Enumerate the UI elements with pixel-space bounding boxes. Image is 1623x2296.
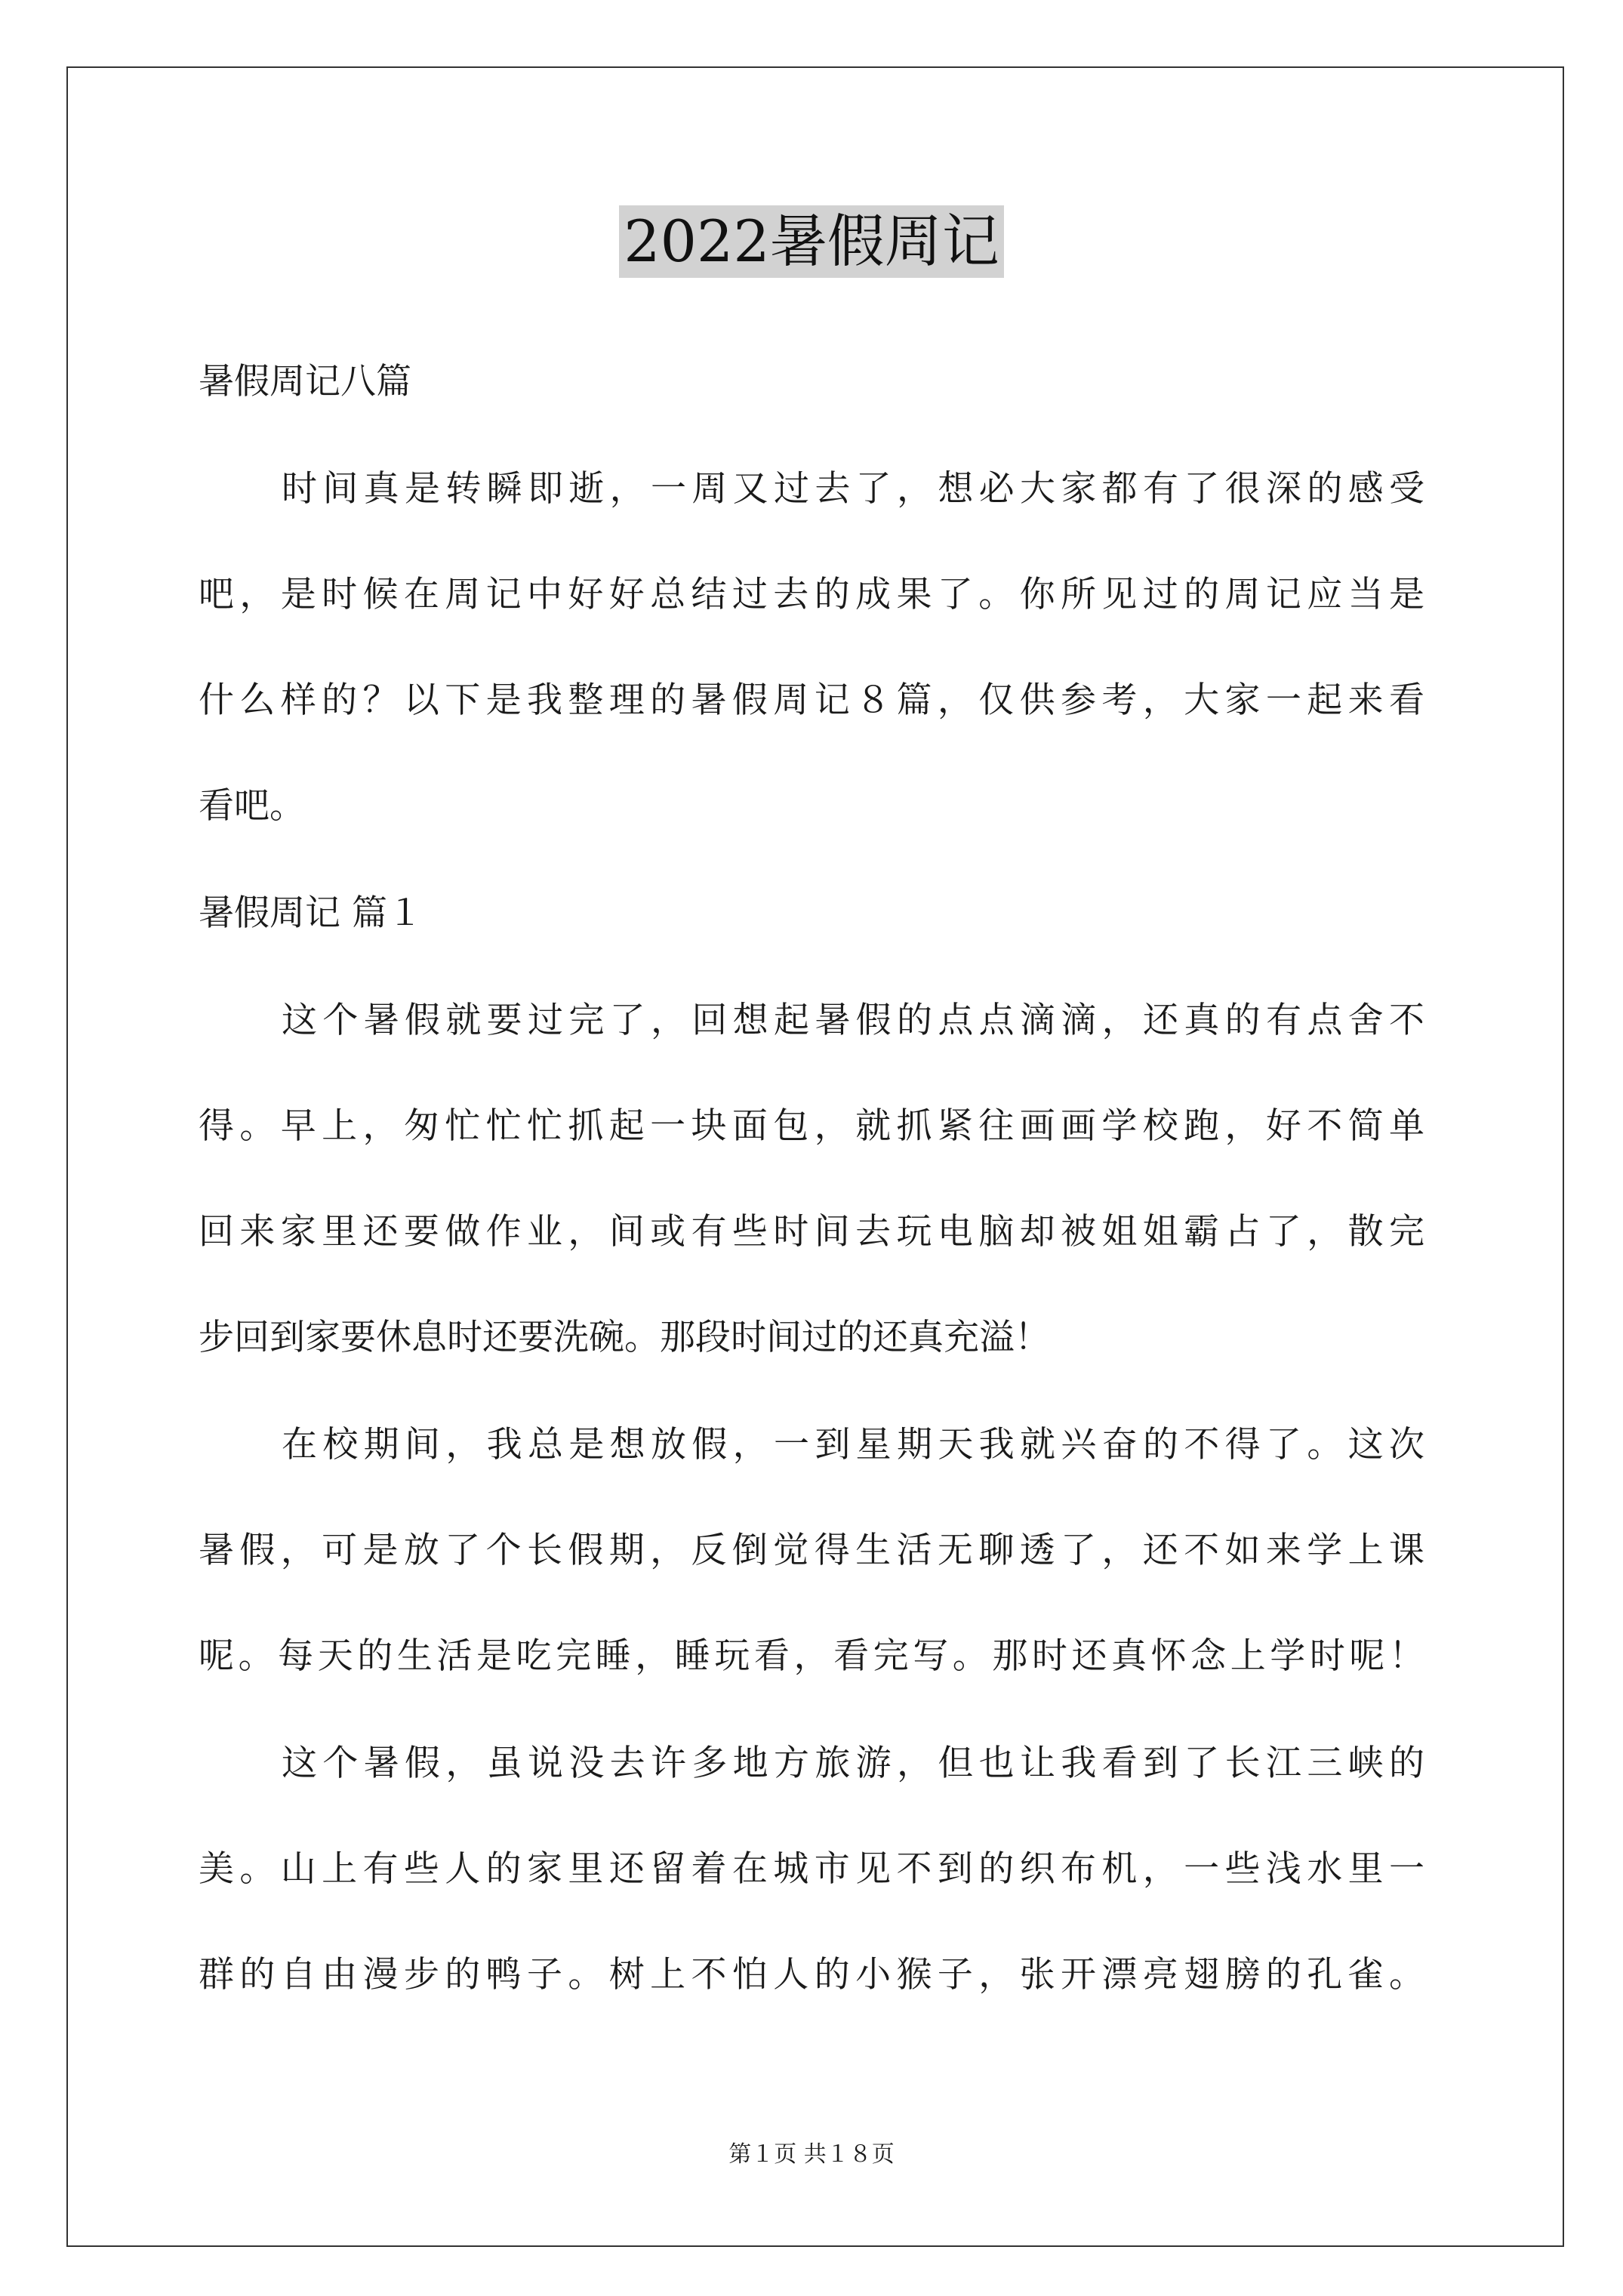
- paragraph-line: 在校期间，我总是想放假，一到星期天我就兴奋的不得了。这次: [282, 1424, 1424, 1465]
- paragraph-line: 回来家里还要做作业，间或有些时间去玩电脑却被姐姐霸占了，散完: [199, 1211, 1424, 1253]
- paragraph-line: 这个暑假就要过完了，回想起暑假的点点滴滴，还真的有点舍不: [282, 1000, 1424, 1041]
- intro-line: 什么样的？以下是我整理的暑假周记８篇，仅供参考，大家一起来看: [199, 680, 1424, 721]
- paragraph-line: 暑假，可是放了个长假期，反倒觉得生活无聊透了，还不如来学上课: [199, 1530, 1424, 1571]
- paragraph-line: 群的自由漫步的鸭子。树上不怕人的小猴子，张开漂亮翅膀的孔雀。: [199, 1954, 1424, 1996]
- paragraph-line: 呢。每天的生活是吃完睡，睡玩看，看完写。那时还真怀念上学时呢！: [199, 1635, 1424, 1677]
- subtitle: 暑假周记八篇: [199, 361, 411, 402]
- section-heading: 暑假周记 篇１: [199, 892, 423, 934]
- intro-line: 时间真是转瞬即逝，一周又过去了，想必大家都有了很深的感受: [282, 468, 1424, 510]
- title-container: [0, 205, 1623, 278]
- paragraph-line: 步回到家要休息时还要洗碗。那段时间过的还真充溢！: [199, 1317, 1050, 1358]
- paragraph-line: 得。早上，匆忙忙忙抓起一块面包，就抓紧往画画学校跑，好不简单: [199, 1105, 1424, 1147]
- intro-line: 看吧。: [199, 785, 305, 827]
- document-title: 2022暑假周记: [619, 205, 1003, 278]
- page-number: 第１页 共１８页: [728, 2141, 895, 2168]
- paragraph-line: 这个暑假，虽说没去许多地方旅游，但也让我看到了长江三峡的: [282, 1743, 1424, 1784]
- intro-line: 吧，是时候在周记中好好总结过去的成果了。你所见过的周记应当是: [199, 574, 1424, 615]
- paragraph-line: 美。山上有些人的家里还留着在城市见不到的织布机，一些浅水里一: [199, 1848, 1424, 1890]
